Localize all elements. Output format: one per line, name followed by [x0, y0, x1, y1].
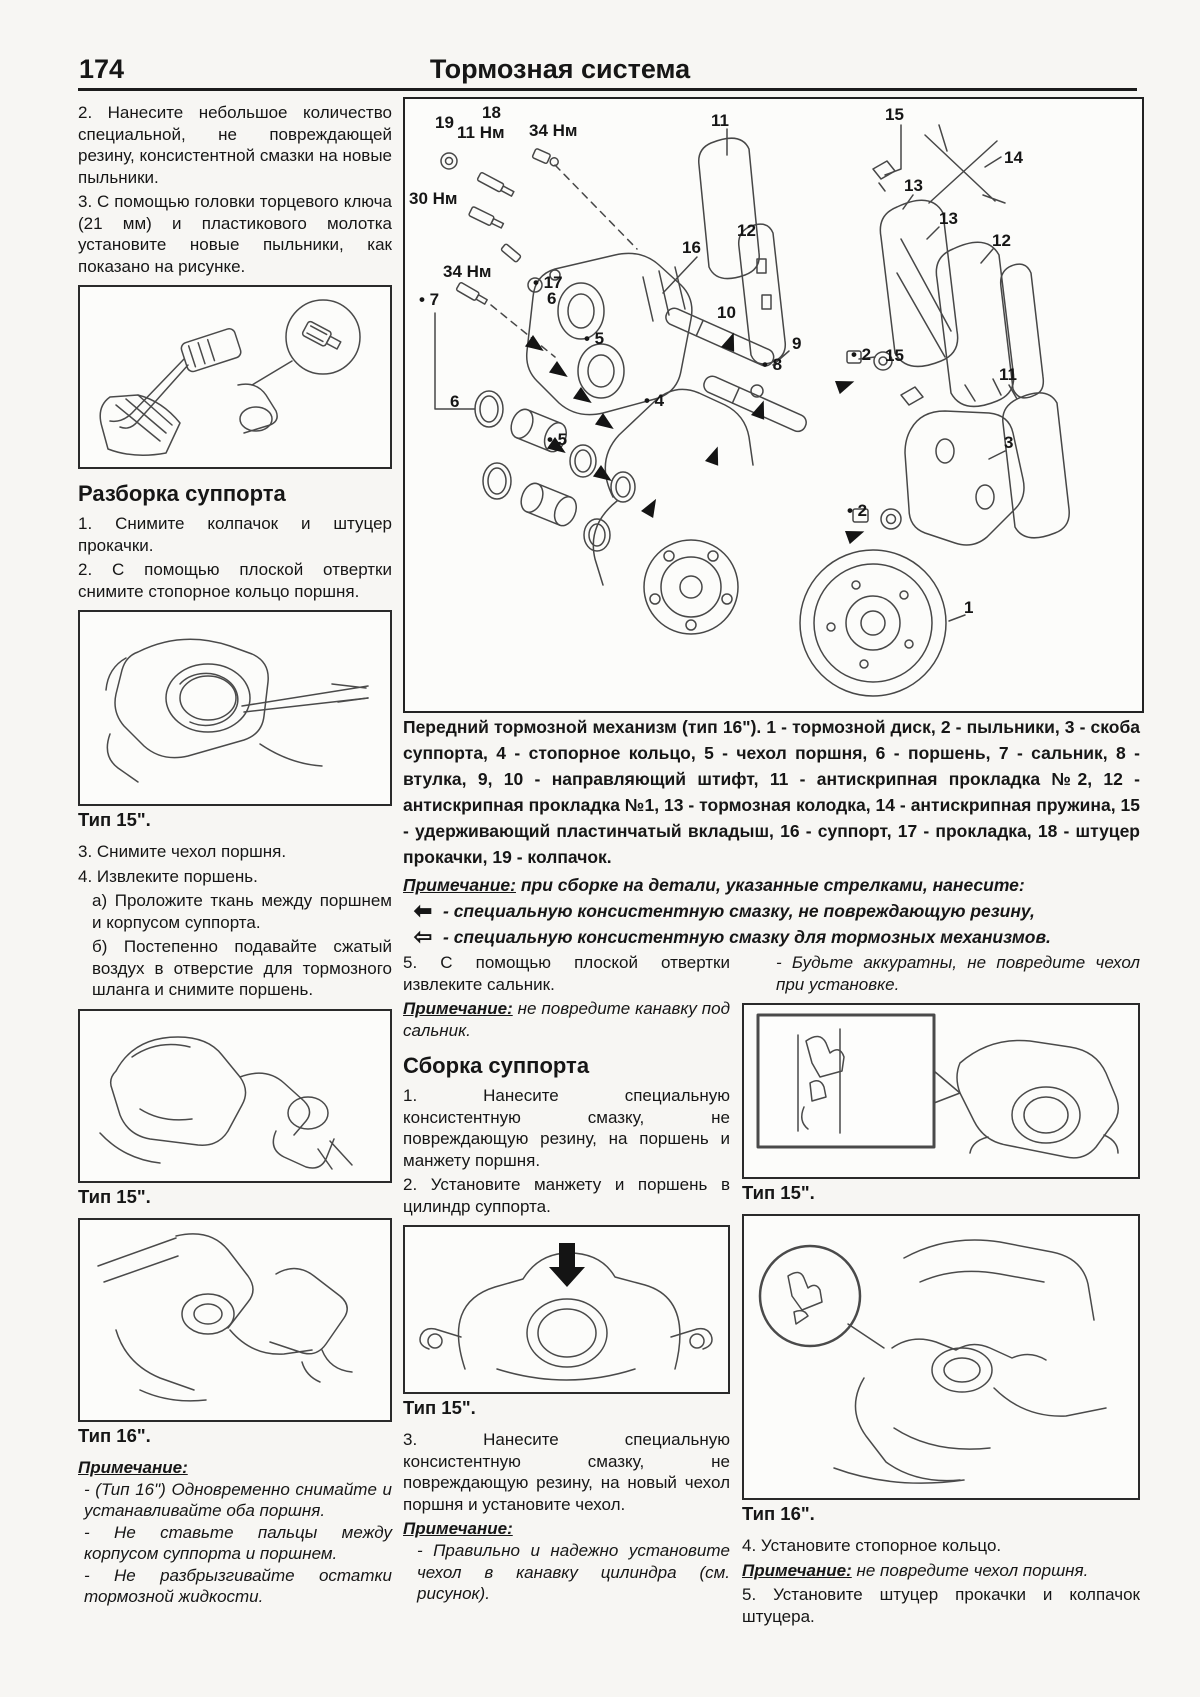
- boot-groove-note: - Правильно и надежно установите чехол в канавку цилиндра (см. рисунок).: [417, 1541, 730, 1603]
- diagram-note-text: при сборке на детали, указанные стрелками, нанесите:: [515, 875, 1025, 895]
- figure-caption-type15: Тип 15".: [78, 809, 151, 830]
- part-number-label: 13: [904, 176, 923, 195]
- filled-left-arrow-icon: ⬅: [413, 898, 433, 923]
- install-boot-type15-illustration: [744, 1005, 1138, 1177]
- legend-text: - специальную консистентную смазку для тормозных механизмов.: [443, 927, 1051, 947]
- part-number-label: 34 Нм: [443, 262, 492, 281]
- note-heading: [78, 1457, 392, 1479]
- part-number-label: 16: [682, 238, 701, 257]
- part-number-label: 9: [792, 334, 802, 353]
- right-column: [742, 952, 1140, 1630]
- part-number-label: • 17: [533, 273, 563, 292]
- note-heading: [403, 1518, 730, 1540]
- paragraph-step2: 2. Нанесите небольшое количество специальной, не повреждающей резину, консистентной смазки на новые пыльники.: [78, 103, 392, 187]
- assembly-step4: 4. Установите стопорное кольцо.: [742, 1536, 1002, 1555]
- page-title: Тормозная система: [429, 54, 691, 84]
- snap-ring-note: [742, 1560, 1140, 1582]
- figure-remove-piston-type15: [78, 1009, 392, 1183]
- part-number-label: 3: [1004, 433, 1014, 452]
- note-label: Примечание:: [403, 1519, 513, 1538]
- note-text: не повредите канавку под сальник.: [403, 999, 730, 1040]
- part-number-label: • 8: [762, 355, 783, 374]
- figure-caption-type15: Тип 15".: [403, 1397, 476, 1418]
- figure-install-boot-type15: [742, 1003, 1140, 1179]
- header-rule: [78, 88, 1137, 91]
- diagram-caption: Передний тормозной механизм (тип 16"). 1 - тормозной диск, 2 - пыльники, 3 - скоба суппорта, 4 - стопорное кольцо, 5 - чехол поршня, 6 - поршень, 7 - сальник, 8 - втулка, 9, 10 - направляющий штифт, 11 - антискрипная прокладка №2, 12 - антискрипная прокладка №1, 13 - тормозная колодка, 14 - антискрипная пружина, 15 - удерживающий пластинчатый вкладыш, 16 - суппорт, 17 - прокладка, 18 - штуцер прокачки, 19 - колпачок.: [403, 717, 1140, 867]
- outline-left-arrow-icon: ⇦: [413, 924, 433, 949]
- part-number-label: 11: [999, 365, 1017, 384]
- grease-legend: [403, 898, 1140, 950]
- left-column: [78, 102, 392, 1608]
- part-number-label: 15: [885, 346, 904, 365]
- part-number-label: 6: [450, 392, 460, 411]
- figure-remove-piston-type16: [78, 1218, 392, 1422]
- note-label: Примечание:: [78, 1457, 188, 1477]
- assembly-step3: 3. Нанесите специальную консистентную смазку, не повреждающую резину, на новый чехол поршня и установите чехол.: [403, 1430, 730, 1514]
- part-number-label: 34 Нм: [529, 121, 578, 140]
- figure-install-piston-type15: [403, 1225, 730, 1394]
- part-number-label: 11: [711, 111, 729, 130]
- seal-note: [403, 998, 730, 1041]
- install-boot-type16-illustration: [744, 1216, 1138, 1498]
- part-number-label: 11 Нм: [457, 123, 505, 142]
- install-boots-illustration: [80, 287, 390, 467]
- figure-install-boots: [78, 285, 392, 469]
- part-number-label: • 7: [419, 290, 440, 309]
- diagram-caption-block: [403, 714, 1140, 950]
- assembly-step2: 2. Установите манжету и поршень в цилиндр суппорта.: [403, 1175, 730, 1216]
- note-label: Примечание:: [742, 1560, 852, 1580]
- disassembly-step3: 3. Снимите чехол поршня.: [78, 842, 287, 861]
- part-number-label: 13: [939, 209, 958, 228]
- part-number-label: 10: [717, 303, 736, 322]
- part-number-label: 1: [964, 598, 974, 617]
- page-number: 174: [79, 54, 125, 84]
- note-block: [78, 1457, 392, 1608]
- figure-caption-type15: Тип 15".: [78, 1185, 151, 1207]
- disassembly-step4a: а) Проложите ткань между поршнем и корпусом суппорта.: [92, 891, 392, 932]
- remove-piston-type16-illustration: [80, 1220, 390, 1420]
- section-heading-assembly: Сборка суппорта: [403, 1053, 590, 1078]
- part-number-label: 14: [1004, 148, 1023, 167]
- remove-piston-type15-illustration: [80, 1011, 390, 1181]
- diagram-part-labels: [405, 99, 1142, 711]
- assembly-step5: 5. Установите штуцер прокачки и колпачок штуцера.: [742, 1585, 1140, 1626]
- part-number-label: 18: [482, 103, 501, 122]
- figure-remove-snap-ring: [78, 610, 392, 806]
- part-number-label: 15: [885, 105, 904, 124]
- part-number-label: • 5: [584, 329, 605, 348]
- disassembly-step2: 2. С помощью плоской отвертки снимите стопорное кольцо поршня.: [78, 560, 392, 601]
- note-item: - Не разбрызгивайте остатки тормозной жидкости.: [84, 1565, 392, 1606]
- legend-text: - специальную консистентную смазку, не повреждающую резину,: [443, 901, 1035, 921]
- assembly-step1: 1. Нанесите специальную консистентную смазку, не повреждающую резину, на поршень и манжету поршня.: [403, 1086, 730, 1170]
- part-number-label: 12: [737, 221, 756, 240]
- part-number-label: 19: [435, 113, 454, 132]
- figure-caption-type16: Тип 16".: [78, 1424, 151, 1446]
- main-diagram: [403, 97, 1144, 713]
- section-heading-disassembly: Разборка суппорта: [78, 481, 286, 506]
- middle-column: [403, 952, 730, 1608]
- part-number-label: 6: [547, 289, 557, 308]
- part-number-label: • 2: [851, 345, 872, 364]
- figure-caption-type15: Тип 15".: [742, 1182, 815, 1203]
- note-label: Примечание:: [403, 999, 513, 1018]
- part-number-label: 12: [992, 231, 1011, 250]
- note-item: - Не ставьте пальцы между корпусом суппорта и поршнем.: [84, 1522, 392, 1563]
- part-number-label: • 2: [847, 501, 868, 520]
- note-item: - (Тип 16") Одновременно снимайте и устанавливайте оба поршня.: [84, 1479, 392, 1520]
- note-text: не повредите чехол поршня.: [851, 1560, 1089, 1580]
- grease-legend-row: [403, 898, 1140, 924]
- step5-remove-seal: 5. С помощью плоской отвертки извлеките сальник.: [403, 953, 730, 994]
- disassembly-step4: 4. Извлеките поршень.: [78, 866, 258, 886]
- figure-install-boot-type16: [742, 1214, 1140, 1500]
- diagram-note-label: Примечание:: [403, 875, 516, 895]
- note-list: [78, 1479, 392, 1608]
- diagram-note: [403, 872, 1140, 898]
- part-number-label: 30 Нм: [409, 189, 458, 208]
- part-number-label: • 5: [547, 430, 568, 449]
- install-caution: - Будьте аккуратны, не повредите чехол при установке.: [776, 953, 1140, 994]
- grease-legend-row: [403, 924, 1140, 950]
- paragraph-step3: 3. С помощью головки торцевого ключа (21 мм) и пластикового молотка установите новые пыльники, как показано на рисунке.: [78, 192, 392, 276]
- figure-caption-type16: Тип 16".: [742, 1503, 815, 1524]
- install-piston-type15-illustration: [405, 1227, 728, 1392]
- disassembly-step1: 1. Снимите колпачок и штуцер прокачки.: [78, 514, 392, 555]
- remove-snap-ring-illustration: [80, 612, 390, 804]
- part-number-label: • 4: [644, 391, 665, 410]
- disassembly-step4b: б) Постепенно подавайте сжатый воздух в отверстие для тормозного шланга и снимите поршень.: [92, 937, 392, 999]
